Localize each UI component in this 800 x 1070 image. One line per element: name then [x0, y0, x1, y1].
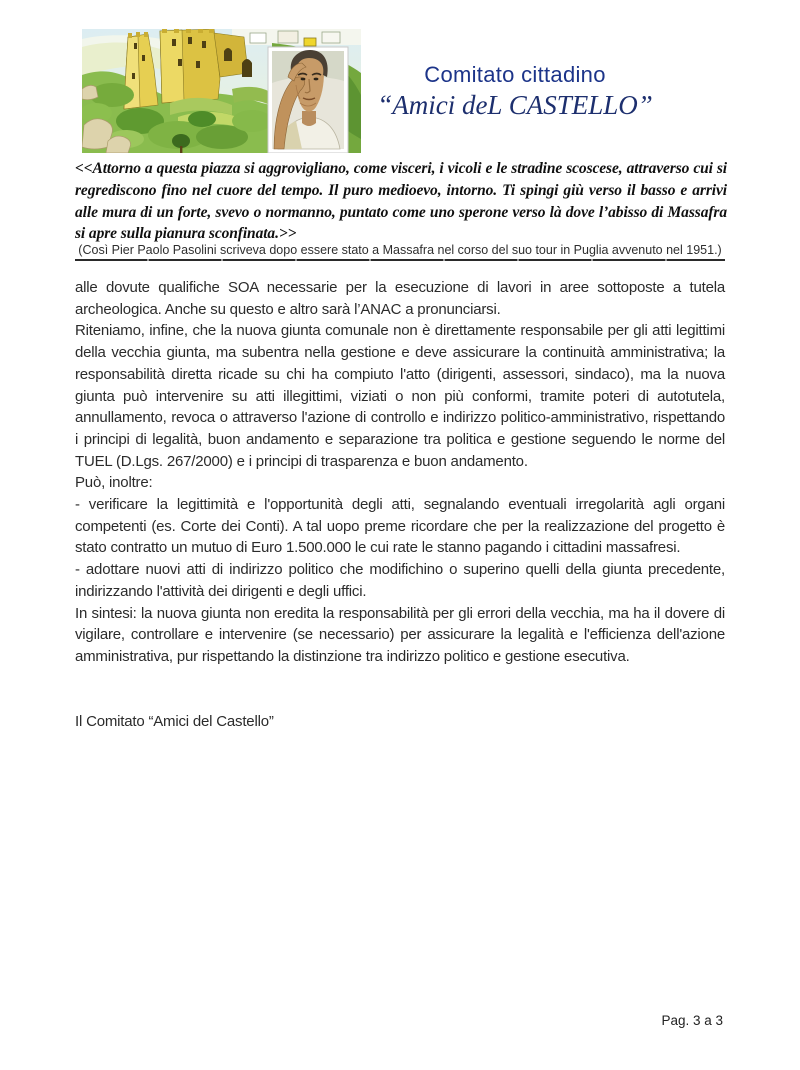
body-paragraph: Riteniamo, infine, che la nuova giunta comunale non è direttamente responsabile per gli atti legittimi della vecchia giunta, ma subentra nella gestione e deve assicurare la continuità amministrativa; la responsabilità diretta ricade su chi ha compiuto l'atto (dirigenti, assessori, sindaco), ma la nuova giunta può intervenire su atti illegittimi, viziati o non più conformi, tramite poteri di autotutela, annullamento, revoca o attraverso l'azione di controllo e indirizzo politico-amministrativo, rispettando i principi di legalità, buon andamento e separazione tra politica e gestione seguendo le norme del TUEL (D.Lgs. 267/2000) e i principi di trasparenza e buon andamento.	[75, 322, 725, 470]
signature: Il Comitato “Amici del Castello”	[75, 712, 274, 730]
body-paragraph: - verificare la legittimità e l'opportunità degli atti, segnalando eventuali irregolarità agli organi competenti (es. Corte dei Conti). A tal uopo preme ricordare che per la realizzazione del progetto è stato contratto un mutuo di Euro 1.500.000 le cui rate le stanno pagando i cittadini massafresi.	[75, 496, 725, 557]
body-paragraph: alle dovute qualifiche SOA necessarie per la esecuzione di lavori in aree sottoposte a tutela archeologica. Anche su questo e altro sarà l’ANAC a pronunciarsi.	[75, 279, 725, 318]
quote-attribution: (Così Pier Paolo Pasolini scriveva dopo essere stato a Massafra nel corso del suo tour in Puglia avvenuto nel 1951.)	[78, 243, 722, 257]
pasolini-quote: <<Attorno a questa piazza si aggrovigliano, come visceri, i vicoli e le stradine scoscese, attraverso cui si regrediscono fino nel cuore del tempo. Il puro medioevo, intorno. Ti spingi giù verso il basso e arrivi alle mura di un forte, svevo o normanno, puntato come uno sperone verso là dove l’abisso di Massafra si apre sulla pianura sconfinata.>>	[75, 160, 727, 243]
org-name: Comitato cittadino	[424, 62, 606, 87]
pasolini-portrait	[268, 47, 348, 153]
body-paragraph: - adottare nuovi atti di indirizzo politico che modifichino o superino quelli della giunta precedente, indirizzando l'attività dei dirigenti e degli uffici.	[75, 561, 725, 600]
header-artwork	[82, 29, 361, 153]
document-body	[75, 277, 725, 732]
letterhead	[360, 61, 670, 122]
page-number: Pag. 3 a 3	[661, 1013, 723, 1028]
divider-line	[75, 259, 725, 261]
castle-painting-image	[82, 29, 361, 153]
body-paragraph: Può, inoltre:	[75, 474, 153, 492]
body-paragraph: In sintesi: la nuova giunta non eredita la responsabilità per gli errori della vecchia, ma ha il dovere di vigilare, controllare e intervenire (se necessario) per assicurare la legalità e l'efficienza dell'azione amministrativa, pur rispettando la distinzione tra indirizzo politico e gestione esecutiva.	[75, 604, 725, 665]
org-motto: “Amici deL CASTELLO”	[377, 90, 653, 120]
